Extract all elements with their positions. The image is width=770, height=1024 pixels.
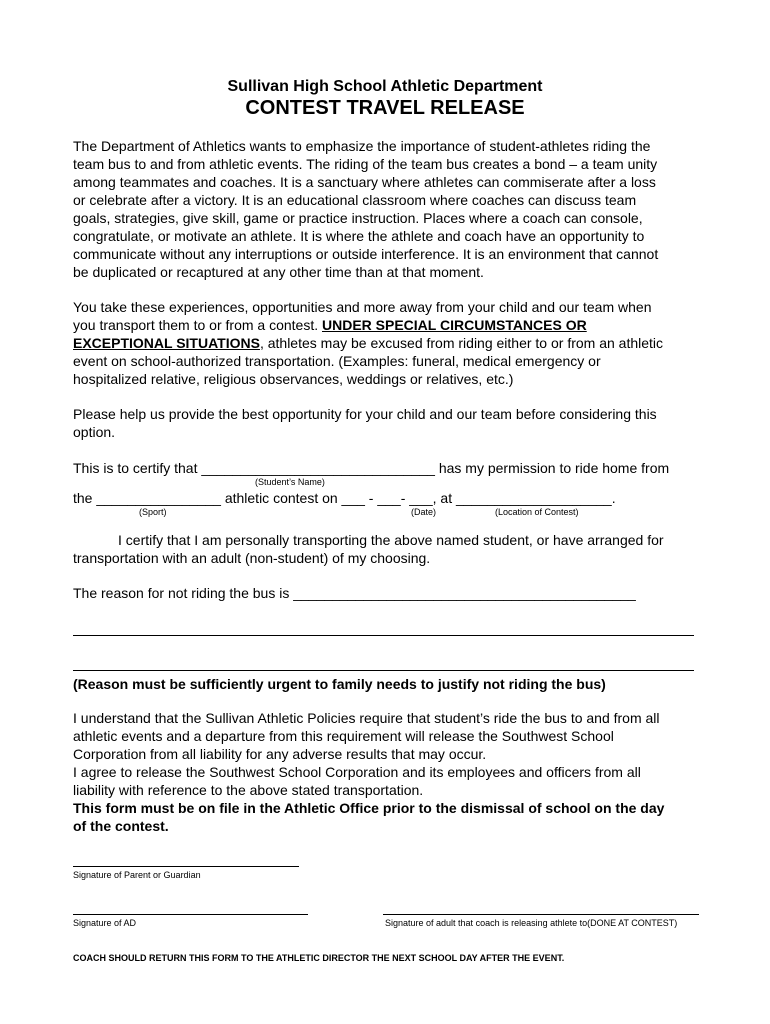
- text-line: team bus to and from athletic events. The riding of the team bus creates a bond – a team unity: [73, 156, 658, 172]
- text-line: liability with reference to the above stated transportation.: [73, 782, 424, 798]
- text-line: goals, strategies, give skill, game or practice instruction. Places where a coach can console,: [73, 210, 643, 226]
- certify-contest-line[interactable]: the ________________ athletic contest on ___ - ___- ___, at ____________________.: [73, 490, 616, 506]
- intro-paragraph: [73, 137, 723, 281]
- text-line: athletic events and a departure from this requirement will release the Southwest School: [73, 728, 614, 744]
- coach-return-notice: COACH SHOULD RETURN THIS FORM TO THE ATHLETIC DIRECTOR THE NEXT SCHOOL DAY AFTER THE EVENT.: [73, 953, 565, 963]
- reason-blank-line[interactable]: [73, 670, 694, 671]
- text-run: you transport them to or from a contest.: [73, 317, 322, 333]
- text-line: Please help us provide the best opportunity for your child and our team before considering this: [73, 406, 657, 422]
- special-circumstances-emphasis: UNDER SPECIAL CIRCUMSTANCES OR: [322, 317, 587, 333]
- form-title: CONTEST TRAVEL RELEASE: [245, 97, 525, 119]
- file-notice-line: This form must be on file in the Athletic Office prior to the dismissal of school on the day: [73, 800, 665, 816]
- date-label: (Date): [411, 507, 437, 517]
- reason-line[interactable]: The reason for not riding the bus is ____________________________________________: [73, 585, 636, 601]
- file-notice-line: of the contest.: [73, 818, 169, 834]
- certify-student-line[interactable]: This is to certify that ______________________________ has my permission to ride home from: [73, 460, 670, 476]
- text-line: among teammates and coaches. It is a sanctuary where athletes can commiserate after a loss: [73, 174, 656, 190]
- text-line: The Department of Athletics wants to emphasize the importance of student-athletes riding the: [73, 138, 651, 154]
- text-line: event on school-authorized transportation. (Examples: funeral, medical emergency or: [73, 353, 601, 369]
- text-line: You take these experiences, opportunities and more away from your child and our team when: [73, 299, 652, 315]
- department-heading: Sullivan High School Athletic Department: [227, 78, 543, 95]
- reason-blank-line[interactable]: [73, 635, 694, 636]
- text-line: hospitalized relative, religious observances, weddings or relatives, etc.): [73, 371, 514, 387]
- text-line: congratulate, or motivate an athlete. It is where the athlete and coach have an opportunity to: [73, 228, 645, 244]
- parent-signature-line[interactable]: [73, 866, 299, 867]
- parent-signature-label: Signature of Parent or Guardian: [73, 870, 201, 880]
- text-line: or celebrate after a victory. It is an educational classroom where coaches can discuss team: [73, 192, 637, 208]
- policy-paragraph: [73, 709, 723, 835]
- text-line: I understand that the Sullivan Athletic Policies require that student’s ride the bus to and from all: [73, 710, 660, 726]
- student-name-label: (Student’s Name): [255, 477, 325, 487]
- text-line: [73, 316, 723, 334]
- sport-label: (Sport): [139, 507, 167, 517]
- personal-transport-line: transportation with an adult (non-student) of my choosing.: [73, 550, 431, 566]
- text-line: be duplicated or recaptured at any other time than at that moment.: [73, 264, 484, 280]
- reason-note: (Reason must be sufficiently urgent to family needs to justify not riding the bus): [73, 676, 606, 692]
- circumstances-paragraph: [73, 298, 723, 388]
- ad-signature-label: Signature of AD: [73, 918, 137, 928]
- help-paragraph: [73, 405, 723, 441]
- adult-signature-label: Signature of adult that coach is releasing athlete to(DONE AT CONTEST): [385, 918, 678, 928]
- exceptional-situations-emphasis: EXCEPTIONAL SITUATIONS: [73, 335, 260, 351]
- text-line: communicate without any interruptions or outside interference. It is an environment that cannot: [73, 246, 659, 262]
- location-label: (Location of Contest): [495, 507, 579, 517]
- text-run: , athletes may be excused from riding either to or from an athletic: [259, 335, 664, 351]
- personal-transport-line: I certify that I am personally transporting the above named student, or have arranged for: [118, 532, 664, 548]
- text-line: [73, 334, 723, 352]
- ad-signature-line[interactable]: [73, 914, 308, 915]
- text-line: I agree to release the Southwest School Corporation and its employees and officers from all: [73, 764, 641, 780]
- text-line: Corporation from all liability for any adverse results that may occur.: [73, 746, 487, 762]
- text-line: option.: [73, 424, 116, 440]
- adult-signature-line[interactable]: [383, 914, 699, 915]
